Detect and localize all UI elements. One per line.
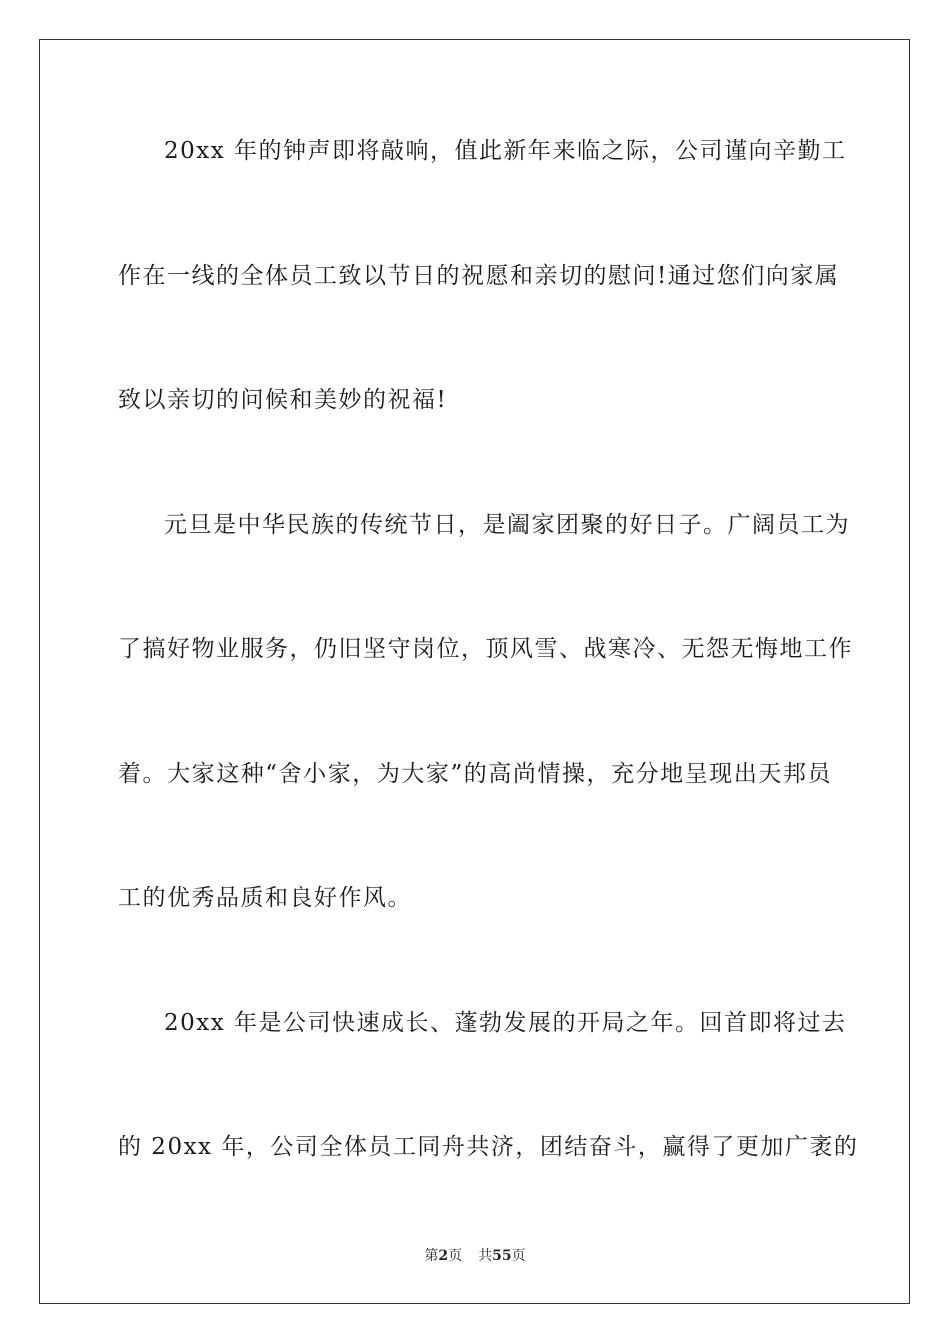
- paragraph-2-line-1: 元旦是中华民族的传统节日，是阖家团聚的好日子。广阔员工为: [164, 512, 850, 538]
- paragraph-3-line-2: 的 20xx 年，公司全体员工同舟共济，团结奋斗，赢得了更加广袤的: [118, 1134, 859, 1160]
- paragraph-1-line-2: 作在一线的全体员工致以节日的祝愿和亲切的慰问!通过您们向家属: [118, 263, 840, 289]
- footer-page-prefix: 第: [424, 1248, 439, 1264]
- paragraph-3-line-1: 20xx 年是公司快速成长、蓬勃发展的开局之年。回首即将过去: [164, 1010, 847, 1036]
- footer-total-prefix: 共: [478, 1248, 493, 1264]
- footer-total-suffix: 页: [511, 1248, 526, 1264]
- paragraph-2-line-3: 着。大家这种“舍小家，为大家”的高尚情操，充分地呈现出天邦员: [118, 761, 832, 787]
- paragraph-2-line-2: 了搞好物业服务，仍旧坚守岗位，顶风雪、战寒冷、无怨无悔地工作: [118, 636, 853, 662]
- footer-page-number: 2: [438, 1248, 449, 1264]
- footer-total-pages: 55: [492, 1248, 512, 1264]
- paragraph-1-line-3: 致以亲切的问候和美妙的祝福!: [118, 387, 448, 413]
- paragraph-2-line-4: 工的优秀品质和良好作风。: [118, 885, 412, 911]
- paragraph-1-line-1: 20xx 年的钟声即将敲响，值此新年来临之际，公司谨向辛勤工: [164, 138, 847, 164]
- page-footer: [0, 1247, 950, 1265]
- footer-page-suffix: 页: [448, 1248, 463, 1264]
- page-border: [39, 39, 910, 1304]
